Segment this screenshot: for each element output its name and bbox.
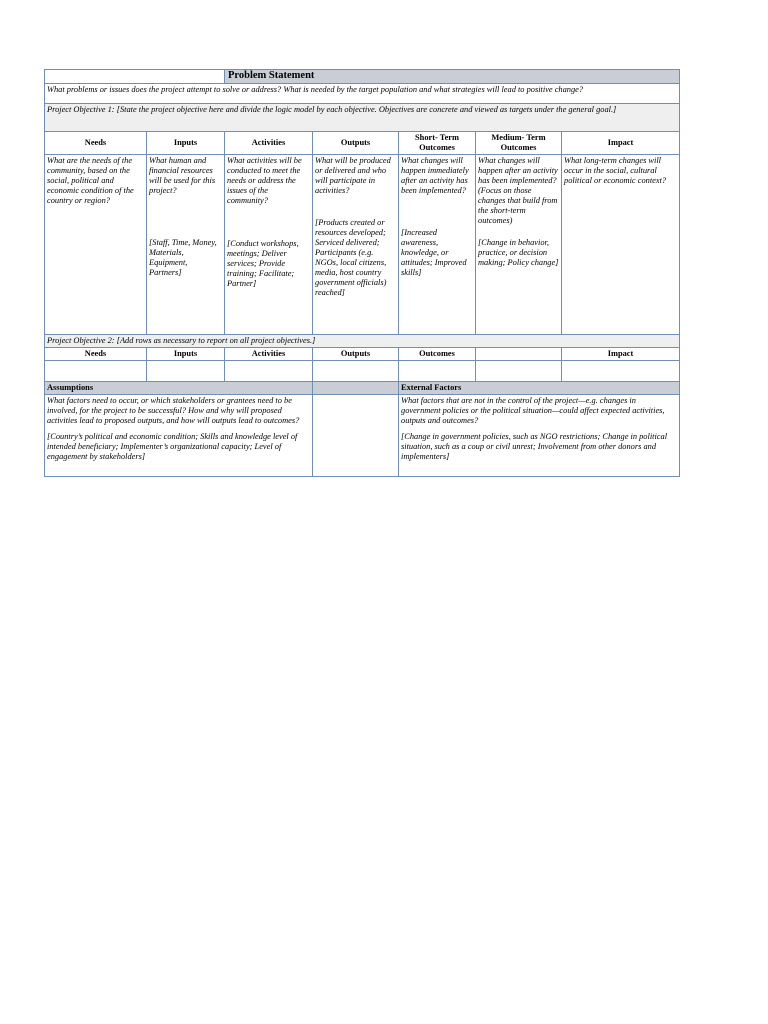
logic-model-sheet xyxy=(44,69,673,477)
inputs-examples: [Staff, Time, Money, Materials, Equipment, Partners] xyxy=(149,238,217,277)
needs-cell xyxy=(45,155,147,335)
activities-examples: [Conduct workshops, meetings; Deliver services; Provide training; Facilitate; Partner] xyxy=(227,239,299,288)
activities-cell xyxy=(225,155,313,335)
medium-term-cell xyxy=(476,155,562,335)
col-header-needs: Needs xyxy=(45,132,147,155)
col-header-outputs: Outputs xyxy=(313,132,399,155)
col-header-activities: Activities xyxy=(225,132,313,155)
obj2-outcomes-cell xyxy=(399,361,476,382)
short-term-examples: [Increased awareness, knowledge, or attitudes; Improved skills] xyxy=(401,228,467,277)
col-header-short-term: Short- Term Outcomes xyxy=(399,132,476,155)
external-factors-question: What factors that are not in the control of the project—e.g. changes in government policies or the political situation—could affect expected activities, outputs and outcomes? xyxy=(401,396,665,425)
obj2-header-activities: Activities xyxy=(225,348,313,361)
impact-question: What long-term changes will occur in the social, cultural political or economic context? xyxy=(564,156,667,185)
assumptions-question: What factors need to occur, or which stakeholders or grantees need to be involved, for the project to be successful? How and why will proposed activities lead to proposed outputs, and how will outputs lead to outcomes? xyxy=(47,396,300,425)
external-factors-title: External Factors xyxy=(399,382,680,395)
medium-term-question: What changes will happen after an activity has been implemented?(Focus on those changes that build from the short-term outcomes) xyxy=(478,156,558,225)
inputs-question: What human and financial resources will be used for this project? xyxy=(149,156,216,195)
short-term-question: What changes will happen immediately after an activity has been implemented? xyxy=(401,156,469,195)
external-factors-examples: [Change in government policies, such as NGO restrictions; Change in political situation, such as a coup or civil unrest; Involvement from other donors and implementers] xyxy=(401,432,668,461)
obj2-header-outcomes: Outcomes xyxy=(399,348,476,361)
assumptions-title: Assumptions xyxy=(45,382,313,395)
outputs-cell xyxy=(313,155,399,335)
medium-term-examples: [Change in behavior, practice, or decision making; Policy change] xyxy=(478,238,559,267)
problem-statement-title: Problem Statement xyxy=(225,70,680,84)
obj2-outputs-cell xyxy=(313,361,399,382)
problem-statement-spacer xyxy=(45,70,225,84)
col-header-impact: Impact xyxy=(562,132,680,155)
inputs-cell xyxy=(147,155,225,335)
obj2-blank-cell xyxy=(476,361,562,382)
obj2-header-inputs: Inputs xyxy=(147,348,225,361)
activities-question: What activities will be conducted to meet the needs or address the issues of the community? xyxy=(227,156,302,205)
outputs-question: What will be produced or delivered and who will participate in activities? xyxy=(315,156,391,195)
col-header-inputs: Inputs xyxy=(147,132,225,155)
short-term-cell xyxy=(399,155,476,335)
obj2-impact-cell xyxy=(562,361,680,382)
logic-model-table xyxy=(44,69,680,477)
obj2-needs-cell xyxy=(45,361,147,382)
objective1-label: Project Objective 1: [State the project objective here and divide the logic model by each objective. Objectives are concrete and viewed as targets under the general goal.] xyxy=(45,104,680,132)
middle-blank-cell xyxy=(313,395,399,477)
impact-cell xyxy=(562,155,680,335)
objective2-label: Project Objective 2: [Add rows as necessary to report on all project objectives.] xyxy=(45,335,680,348)
assumptions-cell xyxy=(45,395,313,477)
problem-statement-prompt: What problems or issues does the project attempt to solve or address? What is needed by the target population and what strategies will lead to positive change? xyxy=(45,84,680,104)
obj2-header-blank xyxy=(476,348,562,361)
assumptions-examples: [Country’s political and economic condition; Skills and knowledge level of intended beneficiary; Implementer’s organizational capacity; Level of engagement by stakeholders] xyxy=(47,432,298,461)
obj2-header-outputs: Outputs xyxy=(313,348,399,361)
obj2-activities-cell xyxy=(225,361,313,382)
external-factors-cell xyxy=(399,395,680,477)
obj2-header-impact: Impact xyxy=(562,348,680,361)
outputs-examples: [Products created or resources developed; Serviced delivered; Participants (e.g. NGOs, local citizens, media, host country government officials) reached] xyxy=(315,218,387,297)
col-header-medium-term: Medium- Term Outcomes xyxy=(476,132,562,155)
obj2-header-needs: Needs xyxy=(45,348,147,361)
needs-question: What are the needs of the community, based on the social, political and economic condition of the country or region? xyxy=(47,156,134,205)
assumptions-spacer xyxy=(313,382,399,395)
obj2-inputs-cell xyxy=(147,361,225,382)
